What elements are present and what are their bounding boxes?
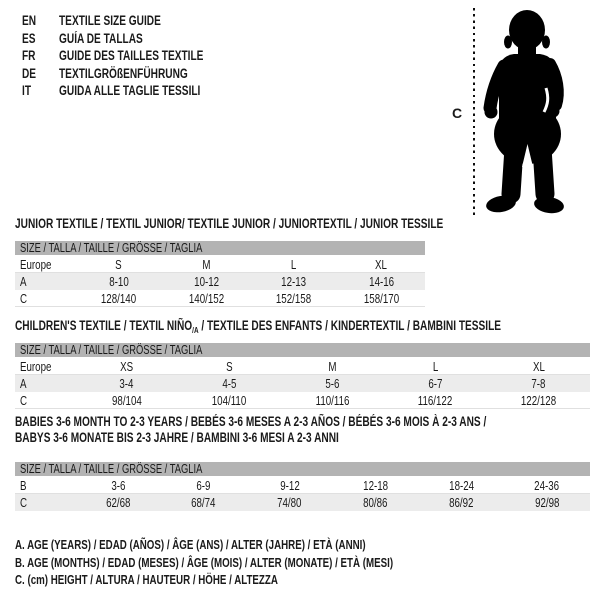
table-row-age (15, 375, 590, 392)
row-label: C (20, 494, 28, 510)
lang-title: TEXTILE SIZE GUIDE (59, 13, 161, 29)
size-bar: SIZE / TALLA / TAILLE / GRÖSSE / TAGLIA (15, 241, 425, 255)
language-title-block (22, 12, 252, 100)
lang-code: ES (22, 30, 36, 46)
age-value: 12-18 (362, 477, 388, 493)
footnote-a: A. AGE (YEARS) / EDAD (AÑOS) / ÂGE (ANS) / ALTER (JAHRE) / ETÀ (ANNI) (15, 537, 366, 553)
junior-size-table (15, 241, 425, 307)
table-row-age (15, 273, 425, 290)
height-value: 140/152 (188, 290, 224, 306)
size-bar: SIZE / TALLA / TAILLE / GRÖSSE / TAGLIA (15, 343, 590, 357)
junior-section-heading: JUNIOR TEXTILE / TEXTIL JUNIOR/ TEXTILE JUNIOR / JUNIORTEXTIL / JUNIOR TESSILE (15, 216, 444, 231)
height-value: 98/104 (111, 392, 142, 408)
size-value: L (432, 358, 439, 374)
lang-row-fr (22, 47, 252, 65)
age-value: 5-6 (325, 375, 340, 391)
height-value: 80/86 (363, 494, 388, 510)
lang-row-es (22, 30, 252, 48)
children-section-heading: CHILDREN'S TEXTILE / TEXTIL $NIÑO_{/A}$ / TEXTILE DES ENFANTS / KINDERTEXTIL / BAMBINI TESSILE (15, 318, 502, 335)
height-value: 68/74 (191, 494, 216, 510)
height-value: 92/98 (534, 494, 560, 510)
lang-title: GUIDE DES TAILLES TEXTILE (59, 48, 204, 64)
size-value: M (328, 358, 337, 374)
lang-row-it (22, 82, 252, 100)
lang-code: DE (22, 65, 37, 81)
lang-code: EN (22, 13, 37, 29)
age-value: 7-8 (531, 375, 546, 391)
table-row-age-months (15, 477, 590, 494)
age-value: 4-5 (222, 375, 237, 391)
baby-silhouette-icon (482, 8, 584, 216)
age-value: 9-12 (279, 477, 300, 493)
age-value: 3-6 (110, 477, 125, 493)
lang-row-en (22, 12, 252, 30)
nino-a-subscript: /A (192, 325, 199, 335)
height-measure-label: C (452, 105, 463, 121)
age-value: 18-24 (448, 477, 474, 493)
table-row-europe (15, 256, 425, 273)
height-value: 74/80 (277, 494, 302, 510)
babies-size-table (15, 462, 590, 511)
height-value: 86/92 (449, 494, 474, 510)
height-value: 110/116 (315, 392, 350, 408)
height-value: 128/140 (101, 290, 137, 306)
table-row-height (15, 494, 590, 511)
height-value: 158/170 (363, 290, 399, 306)
height-value: 116/122 (418, 392, 453, 408)
lang-code: IT (22, 83, 31, 99)
row-label: A (20, 273, 27, 289)
size-value: S (115, 256, 122, 272)
lang-code: FR (22, 48, 36, 64)
row-label: A (20, 375, 27, 391)
height-value: 122/128 (520, 392, 557, 408)
lang-title: GUIDA ALLE TAGLIE TESSILI (59, 83, 201, 99)
size-bar: SIZE / TALLA / TAILLE / GRÖSSE / TAGLIA (15, 462, 590, 476)
babies-section-heading: BABIES 3-6 MONTH TO 2-3 YEARS / BEBÉS 3-6 MESES A 2-3 AÑOS / BÉBÉS 3-6 MOIS À 2-3 ANS / BABYS 3-6 MONATE BIS 2-3 JAHRE / BAMBINI 3-6 MESI A 2-3 ANNI (15, 414, 487, 445)
row-label: C (20, 290, 28, 306)
height-value: 152/158 (276, 290, 312, 306)
age-value: 10-12 (193, 273, 219, 289)
age-value: 12-13 (281, 273, 307, 289)
height-value: 62/68 (105, 494, 131, 510)
row-label: C (20, 392, 28, 408)
age-value: 6-9 (196, 477, 211, 493)
footnote-c: C. (cm) HEIGHT / ALTURA / HAUTEUR / HÖHE / ALTEZZA (15, 572, 278, 588)
height-value: 104/110 (212, 392, 247, 408)
lang-title: TEXTILGRÖßENFÜHRUNG (59, 65, 188, 81)
lang-row-de (22, 65, 252, 83)
size-value: S (226, 358, 233, 374)
size-value: XL (532, 358, 545, 374)
table-row-height (15, 392, 590, 409)
age-value: 3-4 (119, 375, 134, 391)
row-label: Europe (20, 358, 52, 374)
footnote-b: B. AGE (MONTHS) / EDAD (MESES) / ÂGE (MOIS) / ALTER (MONATE) / ETÀ (MESI) (15, 554, 394, 570)
size-value: L (291, 256, 297, 272)
age-value: 24-36 (534, 477, 560, 493)
age-value: 14-16 (368, 273, 394, 289)
size-value: XS (119, 358, 134, 374)
row-label: Europe (20, 256, 52, 272)
lang-title: GUÍA DE TALLAS (59, 30, 143, 46)
footnote-legend (15, 536, 519, 589)
children-size-table (15, 343, 590, 409)
size-value: XL (375, 256, 388, 272)
table-row-europe (15, 358, 590, 375)
table-row-height (15, 290, 425, 307)
age-value: 8-10 (108, 273, 129, 289)
row-label: B (20, 477, 27, 493)
size-value: M (202, 256, 211, 272)
age-value: 6-7 (428, 375, 443, 391)
height-measure-dotted-line (473, 8, 475, 216)
